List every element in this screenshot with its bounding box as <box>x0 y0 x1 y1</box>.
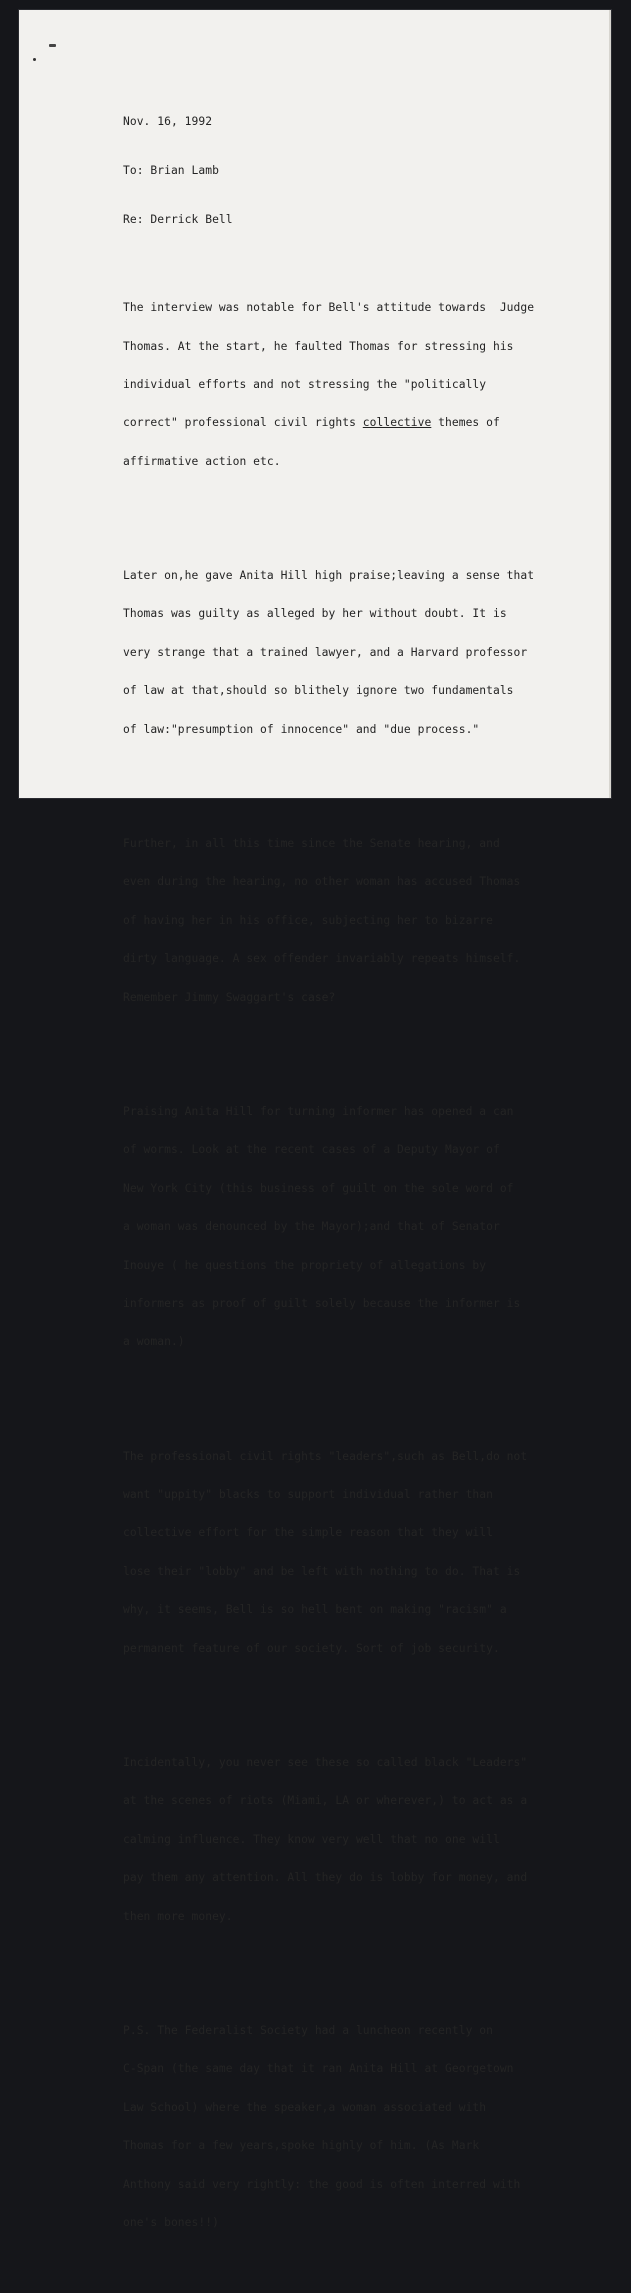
text-line: dirty language. A sex offender invariably repeats himself. <box>123 952 521 966</box>
text-line: want "uppity" blacks to support individual rather than <box>123 1488 493 1502</box>
text-line: lose their "lobby" and be left with nothing to do. That is <box>123 1564 521 1578</box>
text-line: Thomas was guilty as alleged by her without doubt. It is <box>123 607 507 621</box>
paragraph-4 <box>123 1080 563 1374</box>
text-line: informers as proof of guilt solely because the informer is <box>123 1296 521 1310</box>
text-line: Further, in all this time since the Senate hearing, and <box>123 837 500 851</box>
text-line: Thomas for a few years,spoke highly of him. (As Mark <box>123 2139 480 2153</box>
text-line-with-underline <box>123 417 563 430</box>
text-line: P.S. The Federalist Society had a luncheon recently on <box>123 2023 493 2037</box>
text-line: of having her in his office, subjecting her to bizarre <box>123 913 493 927</box>
text-line: Remember Jimmy Swaggart's case? <box>123 990 336 1004</box>
text-line: Law School) where the speaker,a woman associated with <box>123 2100 487 2114</box>
text-line: Later on,he gave Anita Hill high praise;leaving a sense that <box>123 569 535 583</box>
paragraph-5 <box>123 1425 563 1681</box>
text-line: why, it seems, Bell is so hell bent on making "racism" a <box>123 1603 507 1617</box>
text-line: affirmative action etc. <box>123 454 281 468</box>
letter-body <box>123 90 563 2293</box>
text-line: a woman.) <box>123 1335 185 1349</box>
text-line: of worms. Look at the recent cases of a Deputy Mayor of <box>123 1143 500 1157</box>
text-fragment: themes of <box>431 416 500 430</box>
text-line: Inouye ( he questions the propriety of allegations by <box>123 1258 487 1272</box>
punch-dot <box>33 58 36 61</box>
letter-subject: Re: Derrick Bell <box>123 213 233 227</box>
text-line: then more money. <box>123 1909 233 1923</box>
document-page <box>19 10 611 2229</box>
staple-mark <box>49 44 56 47</box>
text-fragment: correct" professional civil rights <box>123 416 363 430</box>
text-line: permanent feature of our society. Sort of job security. <box>123 1641 500 1655</box>
text-line: Incidentally, you never see these so called black "Leaders" <box>123 1756 528 1770</box>
text-line: collective effort for the simple reason that they will <box>123 1526 493 1540</box>
text-line: calming influence. They know very well that no one will <box>123 1832 500 1846</box>
text-line: at the scenes of riots (Miami, LA or wherever,) to act as a <box>123 1794 528 1808</box>
paragraph-6 <box>123 1731 563 1949</box>
text-line: New York City (this business of guilt on the sole word of <box>123 1181 514 1195</box>
letter-date: Nov. 16, 1992 <box>123 114 213 128</box>
text-line: even during the hearing, no other woman has accused Thomas <box>123 875 521 889</box>
text-line: Anthony said very rightly: the good is often interred with <box>123 2177 521 2191</box>
text-line: very strange that a trained lawyer, and a Harvard professor <box>123 645 528 659</box>
paragraph-1 <box>123 277 563 495</box>
text-line: of law:"presumption of innocence" and "due process." <box>123 722 480 736</box>
letter-recipient: To: Brian Lamb <box>123 163 219 177</box>
text-line: pay them any attention. All they do is lobby for money, and <box>123 1871 528 1885</box>
paragraph-2 <box>123 545 563 763</box>
text-line: C-Span (the same day that it ran Anita Hill at Georgetown <box>123 2062 514 2076</box>
text-line: one's bones!!) <box>123 2215 219 2229</box>
text-line: Thomas. At the start, he faulted Thomas for stressing his <box>123 339 514 353</box>
text-line: The professional civil rights "leaders",such as Bell,do not <box>123 1449 528 1463</box>
text-line: The interview was notable for Bell's attitude towards Judge <box>123 301 535 315</box>
paragraph-postscript <box>123 1999 563 2255</box>
text-line: Praising Anita Hill for turning informer has opened a can <box>123 1104 514 1118</box>
text-line: of law at that,should so blithely ignore two fundamentals <box>123 684 514 698</box>
text-line: a woman was denounced by the Mayor);and that of Senator <box>123 1220 500 1234</box>
text-line: individual efforts and not stressing the "politically <box>123 377 487 391</box>
underlined-word: collective <box>362 416 432 430</box>
paragraph-3 <box>123 812 563 1030</box>
